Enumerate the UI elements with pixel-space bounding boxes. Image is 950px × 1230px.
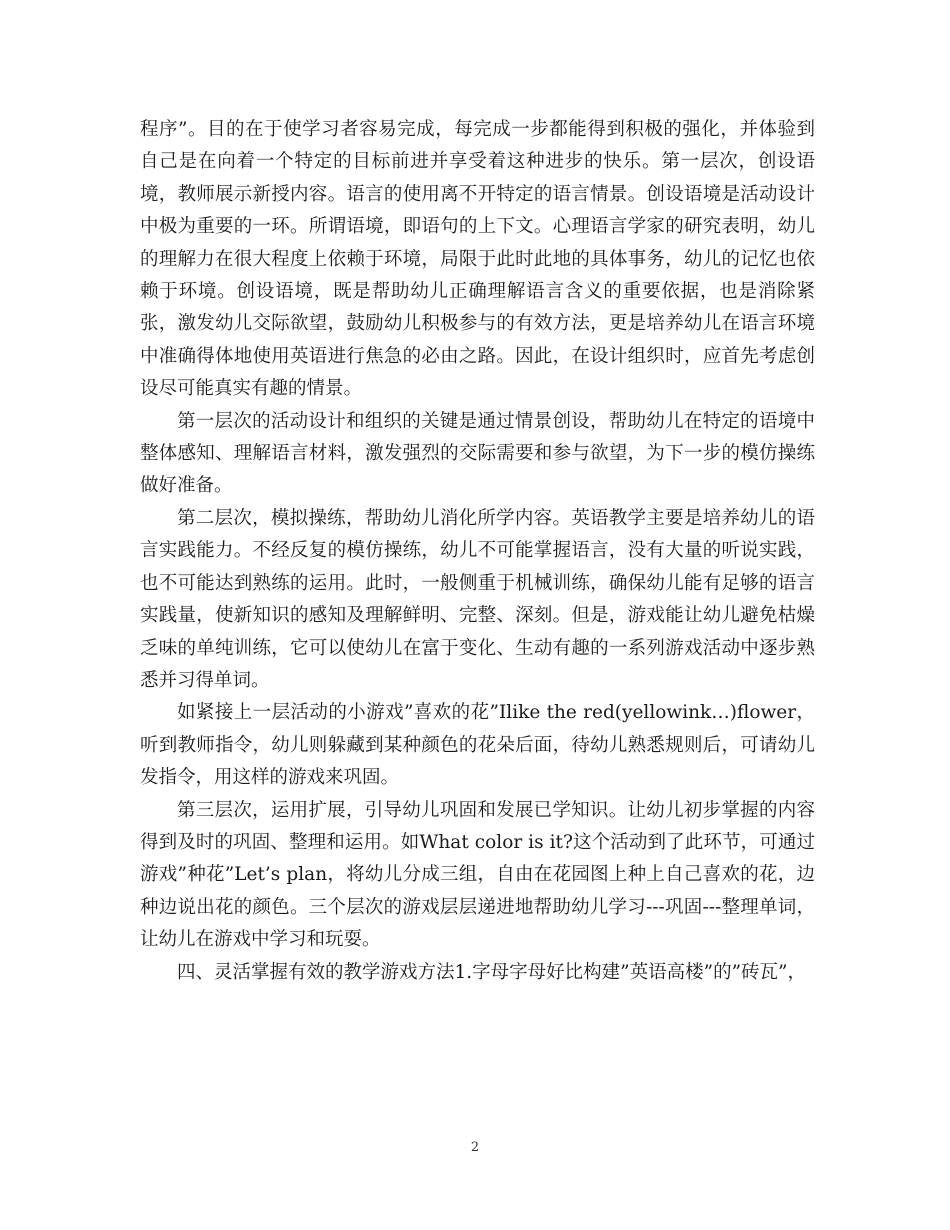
paragraph-3: 第二层次，模拟操练，帮助幼儿消化所学内容。英语教学主要是培养幼儿的语言实践能力。不经反复的模仿操练，幼儿不可能掌握语言，没有大量的听说实践，也不可能达到熟练的运用。此时，一般侧重于机械训练，确保幼儿能有足够的语言实践量，使新知识的感知及理解鲜明、完整、深刻。但是，游戏能让幼儿避免枯燥乏味的单纯训练，它可以使幼儿在富于变化、生动有趣的一系列游戏活动中逐步熟悉并习得单词。 bbox=[140, 507, 815, 691]
paragraph-2: 第一层次的活动设计和组织的关键是通过情景创设，帮助幼儿在特定的语境中整体感知、理解语言材料，激发强烈的交际需要和参与欲望，为下一步的模仿操练做好准备。 bbox=[140, 410, 815, 497]
document-body bbox=[140, 114, 815, 989]
paragraph-6: 四、灵活掌握有效的教学游戏方法1.字母字母好比构建”英语高楼”的”砖瓦”， bbox=[177, 961, 806, 983]
paragraph-5: 第三层次，运用扩展，引导幼儿巩固和发展已学知识。让幼儿初步掌握的内容得到及时的巩固、整理和运用。如What color is it?这个活动到了此环节，可通过游戏”种花”Let’s plan，将幼儿分成三组，自由在花园图上种上自己喜欢的花，边种边说出花的颜色。三个层次的游戏层层递进地帮助幼儿学习---巩固---整理单词，让幼儿在游戏中学习和玩耍。 bbox=[140, 799, 815, 951]
page-number: 2 bbox=[470, 1140, 480, 1155]
paragraph-4: 如紧接上一层活动的小游戏”喜欢的花”Ilike the red(yellowink…)flower，听到教师指令，幼儿则躲藏到某种颜色的花朵后面，待幼儿熟悉规则后，可请幼儿发指令，用这样的游戏来巩固。 bbox=[140, 702, 815, 789]
paragraph-1: 程序”。目的在于使学习者容易完成，每完成一步都能得到积极的强化，并体验到自己是在向着一个特定的目标前进并享受着这种进步的快乐。第一层次，创设语境，教师展示新授内容。语言的使用离不开特定的语言情景。创设语境是活动设计中极为重要的一环。所谓语境，即语句的上下文。心理语言学家的研究表明，幼儿的理解力在很大程度上依赖于环境，局限于此时此地的具体事务，幼儿的记忆也依赖于环境。创设语境，既是帮助幼儿正确理解语言含义的重要依据，也是消除紧张，激发幼儿交际欲望，鼓励幼儿积极参与的有效方法，更是培养幼儿在语言环境中准确得体地使用英语进行焦急的必由之路。因此，在设计组织时，应首先考虑创设尽可能真实有趣的情景。 bbox=[140, 119, 815, 400]
